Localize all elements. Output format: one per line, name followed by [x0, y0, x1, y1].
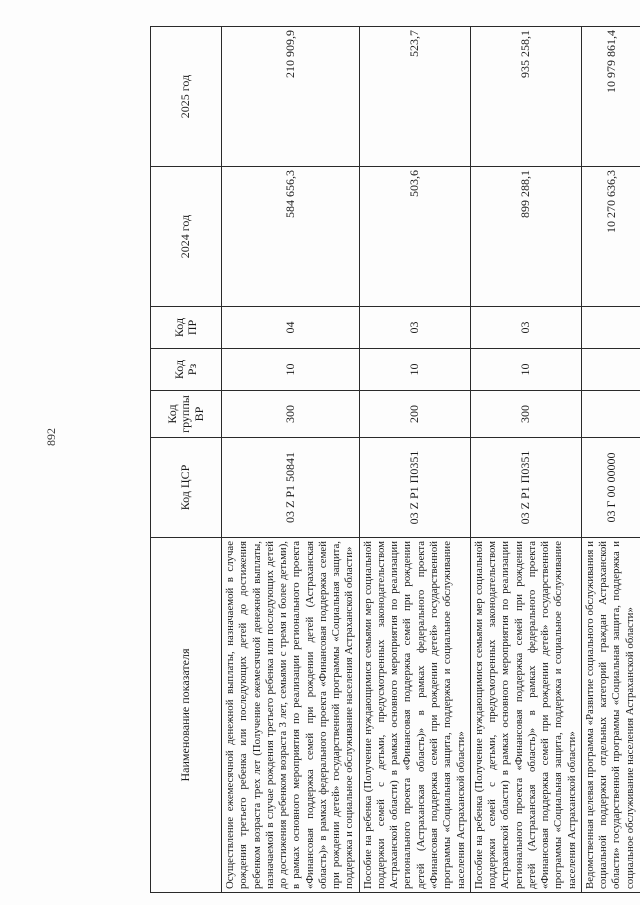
row-2025: 10 979 861,4 [581, 27, 640, 167]
header-name: Наименование показателя [151, 538, 222, 893]
row-2025: 935 258,1 [470, 27, 581, 167]
row-pr [581, 307, 640, 349]
rotated-table-wrapper [150, 27, 636, 893]
table-row [470, 27, 581, 893]
row-2024: 503,6 [359, 167, 470, 307]
row-2025: 210 909,9 [222, 27, 360, 167]
row-vr: 300 [470, 391, 581, 438]
row-2024: 10 270 636,3 [581, 167, 640, 307]
page-number: 892 [44, 428, 58, 446]
row-2025: 523,7 [359, 27, 470, 167]
table-row [581, 27, 640, 893]
header-csr: Код ЦСР [151, 438, 222, 538]
row-csr: 03 Г 00 00000 [581, 438, 640, 538]
row-rz: 10 [222, 349, 360, 391]
row-name: Осуществление ежемесячной денежной выплаты, назначаемой в случае рождения третьего ребенка или последующих детей до достижения ребенком возраста трех лет (Получение ежемесячной денежной выплаты, назначаемой в случае рождения третьего ребенка или последующих детей до достижения ребенком возраста 3 лет, семьями с тремя и более детьми), в рамках основного мероприятия по реализации регионального проекта «Финансовая поддержка семей при рождении детей (Астраханская область)» в рамках федерального проекта «Финансовая поддержка семей при рождении детей» государственной программы «Социальная защита, поддержка и социальное обслуживание населения Астраханской области» [222, 538, 360, 893]
row-csr: 03 Z P1 П0351 [470, 438, 581, 538]
table-row [222, 27, 360, 893]
row-name: Пособие на ребенка (Получение нуждающимися семьями мер социальной поддержки семей с детьми, предусмотренных законодательством Астраханской области) в рамках основного мероприятия по реализации регионального проекта «Финансовая поддержка семей при рождении детей (Астраханская область)» в рамках федерального проекта «Финансовая поддержка семей при рождении детей» государственной программы «Социальная защита, поддержка и социальное обслуживание населения Астраханской области» [359, 538, 470, 893]
table-header-row [151, 27, 222, 893]
row-rz: 10 [470, 349, 581, 391]
table-row [359, 27, 470, 893]
header-2025: 2025 год [151, 27, 222, 167]
header-vr: Код группы ВР [151, 391, 222, 438]
row-csr: 03 Z P1 П0351 [359, 438, 470, 538]
row-pr: 04 [222, 307, 360, 349]
row-vr: 200 [359, 391, 470, 438]
row-2024: 584 656,3 [222, 167, 360, 307]
row-pr: 03 [359, 307, 470, 349]
row-csr: 03 Z P1 50841 [222, 438, 360, 538]
header-pr: Код ПР [151, 307, 222, 349]
header-rz: Код Рз [151, 349, 222, 391]
row-vr [581, 391, 640, 438]
budget-table [150, 26, 640, 893]
row-name: Пособие на ребенка (Получение нуждающимися семьями мер социальной поддержки семей с детьми, предусмотренных законодательством Астраханской области) в рамках основного мероприятия по реализации регионального проекта «Финансовая поддержка семей при рождении детей (Астраханская область)» в рамках федерального проекта «Финансовая поддержка семей при рождении детей» государственной программы «Социальная защита, поддержка и социальное обслуживание населения Астраханской области» [470, 538, 581, 893]
header-2024: 2024 год [151, 167, 222, 307]
row-pr: 03 [470, 307, 581, 349]
row-2024: 899 288,1 [470, 167, 581, 307]
row-rz [581, 349, 640, 391]
row-rz: 10 [359, 349, 470, 391]
row-vr: 300 [222, 391, 360, 438]
row-name: Ведомственная целевая программа «Развитие социального обслуживания и социальной поддержки отдельных категорий граждан Астраханской области» государственной программы «Социальная защита, поддержка и социальное обслуживание населения Астраханской области» [581, 538, 640, 893]
